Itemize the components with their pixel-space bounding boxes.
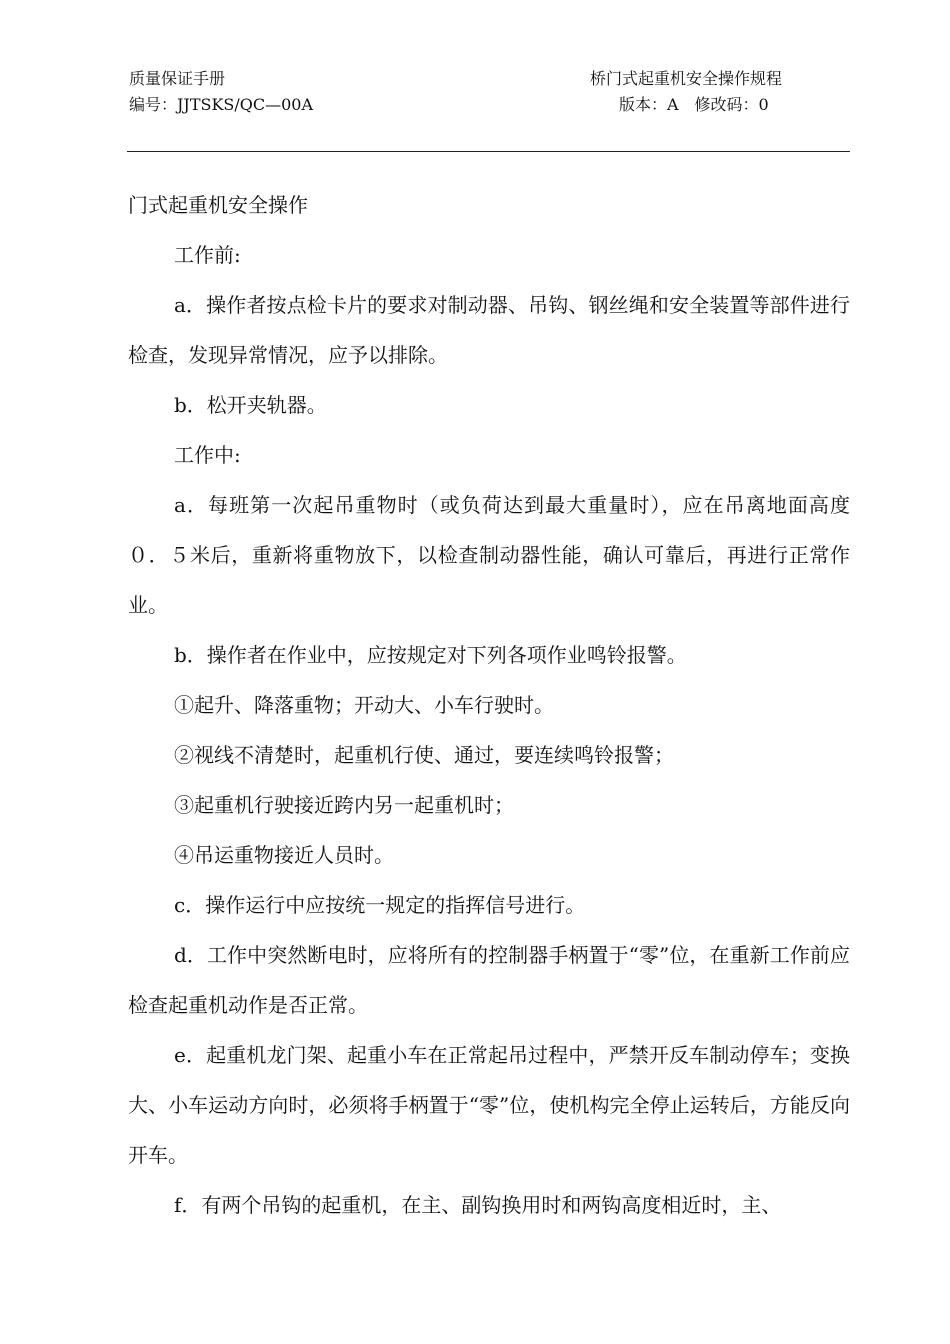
paragraph: e．起重机龙门架、起重小车在正常起吊过程中，严禁开反车制动停车；变换大、小车运动方向时，必须将手柄置于“零”位，使机构完全停止运转后，方能反向开车。 bbox=[128, 1043, 850, 1167]
paragraph: 工作前: bbox=[174, 243, 241, 267]
document-number: 编号：JJTSKS/QC—00A bbox=[129, 95, 314, 114]
procedure-title: 桥门式起重机安全操作规程 bbox=[590, 69, 783, 88]
paragraph: f．有两个吊钩的起重机，在主、副钩换用时和两钩高度相近时，主、 bbox=[174, 1193, 782, 1217]
paragraph: c．操作运行中应按统一规定的指挥信号进行。 bbox=[174, 893, 586, 917]
document-body bbox=[128, 180, 850, 1230]
paragraph: 工作中: bbox=[174, 443, 241, 467]
paragraph: b．操作者在作业中，应按规定对下列各项作业鸣铃报警。 bbox=[174, 643, 687, 667]
header-divider bbox=[127, 151, 850, 152]
paragraph: b．松开夹轨器。 bbox=[174, 393, 327, 417]
paragraph: a．操作者按点检卡片的要求对制动器、吊钩、钢丝绳和安全装置等部件进行检查，发现异常情况，应予以排除。 bbox=[128, 293, 850, 367]
paragraph: a．每班第一次起吊重物时（或负荷达到最大重量时），应在吊离地面高度０．５米后，重新将重物放下，以检查制动器性能，确认可靠后，再进行正常作业。 bbox=[128, 493, 850, 617]
section-title: 门式起重机安全操作 bbox=[128, 193, 308, 217]
manual-name: 质量保证手册 bbox=[129, 69, 226, 88]
list-item: ②视线不清楚时，起重机行使、通过，要连续鸣铃报警； bbox=[174, 743, 674, 767]
paragraph: d．工作中突然断电时，应将所有的控制器手柄置于“零”位，在重新工作前应检查起重机动作是否正常。 bbox=[128, 943, 850, 1017]
version-info: 版本：A 修改码：0 bbox=[619, 95, 769, 114]
list-item: ③起重机行驶接近跨内另一起重机时； bbox=[174, 793, 514, 817]
list-item: ①起升、降落重物；开动大、小车行驶时。 bbox=[174, 693, 554, 717]
list-item: ④吊运重物接近人员时。 bbox=[174, 843, 394, 867]
